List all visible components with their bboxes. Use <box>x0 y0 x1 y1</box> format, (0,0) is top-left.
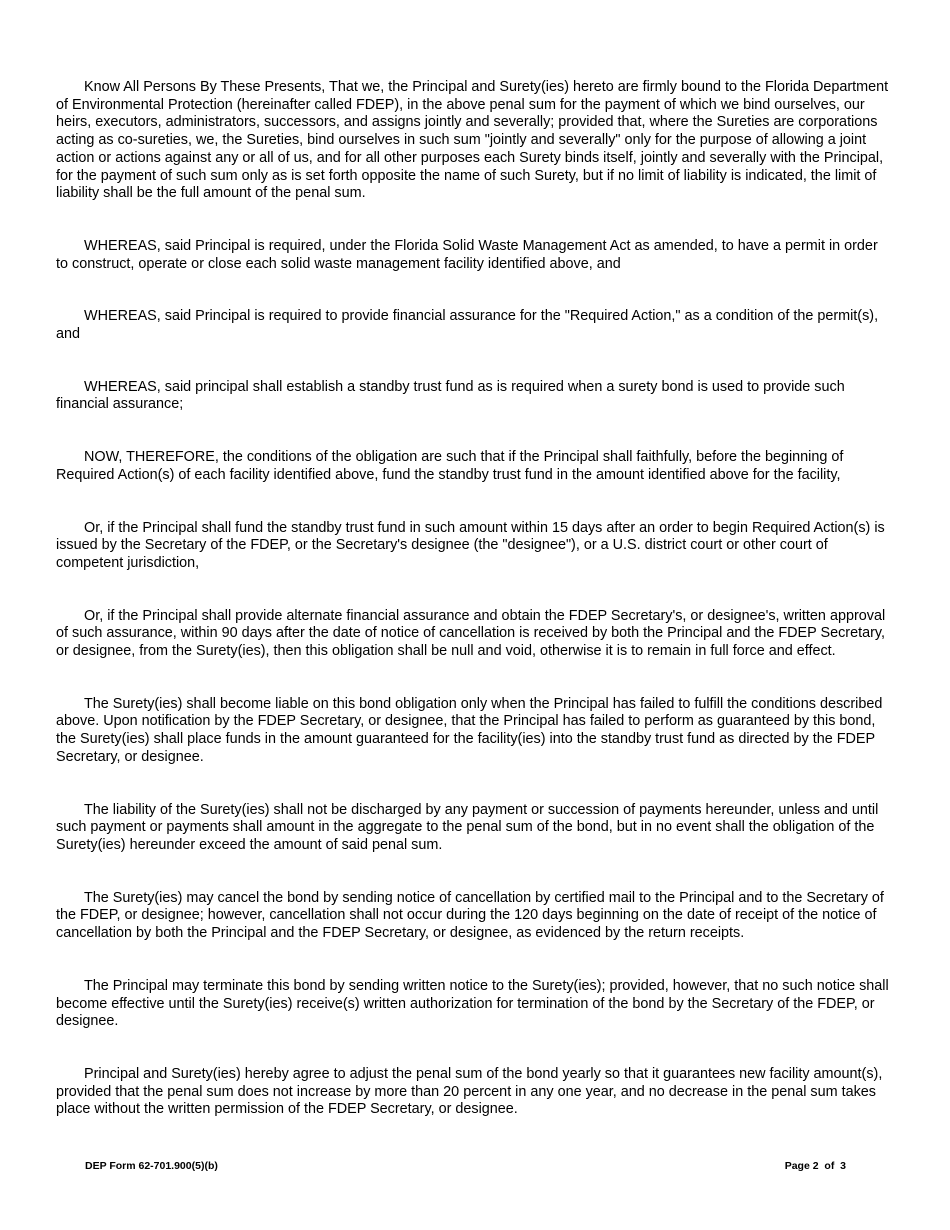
paragraph-whereas-permit: WHEREAS, said Principal is required, under the Florida Solid Waste Management Act as amended, to have a permit in order to construct, operate or close each solid waste management facility identified above, and <box>56 237 878 272</box>
footer-form-number: DEP Form 62-701.900(5)(b) <box>85 1160 218 1172</box>
paragraph-alternate-assurance: Or, if the Principal shall provide alternate financial assurance and obtain the FDEP Secretary's, or designee's, written approval of such assurance, within 90 days after the date of notice of cancellation is received by both the Principal and the FDEP Secretary, or designee, from the Surety(ies), then this obligation shall be null and void, otherwise it is to remain in full force and effect. <box>56 607 886 660</box>
paragraph-whereas-standby-trust: WHEREAS, said principal shall establish a standby trust fund as is required when a surety bond is used to provide such financial assurance; <box>56 378 845 413</box>
bond-conditions-text <box>56 79 892 1154</box>
paragraph-fund-within-15-days: Or, if the Principal shall fund the standby trust fund in such amount within 15 days after an order to begin Required Action(s) is issued by the Secretary of the FDEP, or the Secretary's designee (the "designee"), or a U.S. district court or other court of competent jurisdiction, <box>56 519 885 571</box>
paragraph-now-therefore: NOW, THEREFORE, the conditions of the obligation are such that if the Principal shall faithfully, before the beginning of Required Action(s) of each facility identified above, fund the standby trust fund in the amount identified above for the facility, <box>56 449 844 483</box>
paragraph-principal-terminate: The Principal may terminate this bond by sending written notice to the Surety(ies); provided, however, that no such notice shall become effective until the Surety(ies) receive(s) written authorization for termination of the bond by the Secretary of the FDEP, or designee. <box>56 977 889 1030</box>
paragraph-surety-liability: The Surety(ies) shall become liable on this bond obligation only when the Principal has failed to fulfill the conditions described above. Upon notification by the FDEP Secretary, or designee, that the Principal has failed to perform as guaranteed by this bond, the Surety(ies) shall place funds in the amount guaranteed for the facility(ies) into the standby trust fund as directed by the FDEP Secretary, or designee. <box>56 695 883 765</box>
paragraph-whereas-financial-assurance: WHEREAS, said Principal is required to provide financial assurance for the "Required Action," as a condition of the permit(s), and <box>56 308 879 343</box>
footer-page-number: Page 2 of 3 <box>784 1160 846 1172</box>
paragraph-know-all-persons: Know All Persons By These Presents, That we, the Principal and Surety(ies) hereto are firmly bound to the Florida Department of Environmental Protection (hereinafter called FDEP), in the above penal sum for the payment of which we bind ourselves, our heirs, executors, administrators, successors, and assigns jointly and severally; provided that, where the Sureties are corporations acting as co-sureties, we, the Sureties, bind ourselves in such sum "jointly and severally" only for the purpose of allowing a joint action or actions against any or all of us, and for all other purposes each Surety binds itself, jointly and severally with the Principal, for the payment of such sum only as is set forth opposite the name of such Surety, but if no limit of liability is indicated, the limit of liability shall be the full amount of the penal sum. <box>56 79 889 202</box>
paragraph-liability-not-discharged: The liability of the Surety(ies) shall not be discharged by any payment or succession of payments hereunder, unless and until such payment or payments shall amount in the aggregate to the penal sum of the bond, but in no event shall the obligation of the Surety(ies) hereunder exceed the amount of said penal sum. <box>56 801 879 853</box>
paragraph-surety-cancel: The Surety(ies) may cancel the bond by sending notice of cancellation by certified mail to the Principal and to the Secretary of the FDEP, or designee; however, cancellation shall not occur during the 120 days beginning on the date of receipt of the notice of cancellation by both the Principal and the FDEP Secretary, or designee, as evidenced by the return receipts. <box>56 889 884 942</box>
paragraph-adjust-penal-sum: Principal and Surety(ies) hereby agree to adjust the penal sum of the bond yearly so that it guarantees new facility amount(s), provided that the penal sum does not increase by more than 20 percent in any one year, and no decrease in the penal sum takes place without the written permission of the FDEP Secretary, or designee. <box>56 1065 883 1118</box>
